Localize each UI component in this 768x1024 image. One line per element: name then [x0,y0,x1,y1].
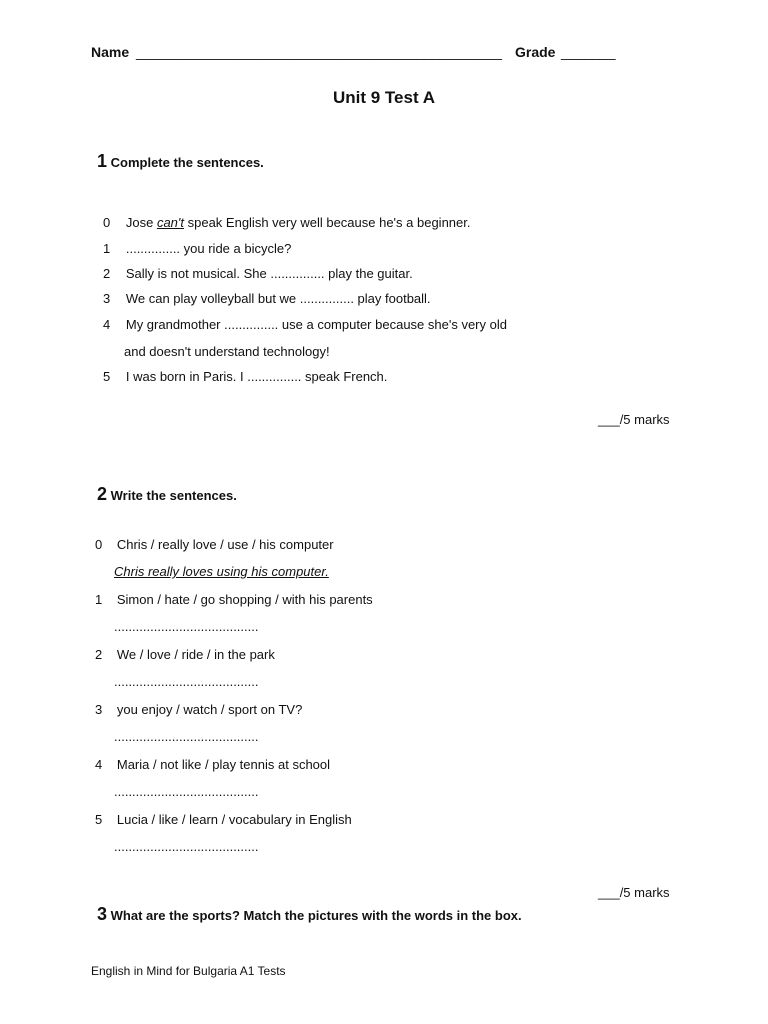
answer-line[interactable]: ........................................ [114,729,259,744]
list-item [95,537,334,552]
name-label: Name [91,44,130,60]
item-prompt: We / love / ride / in the park [116,647,275,662]
example-answer: can't [156,215,184,230]
section-2-heading [97,484,237,505]
item-text: ............... you ride a bicycle? [125,241,292,256]
answer-line[interactable]: ........................................ [114,839,259,854]
page-footer: English in Mind for Bulgaria A1 Tests [91,964,286,978]
section-number: 2 [97,484,108,504]
section-1-heading [97,151,264,172]
item-number: 2 [103,266,111,281]
item-number: 1 [95,592,103,607]
grade-field[interactable]: _______ [561,44,616,60]
item-number: 0 [103,215,111,230]
section-3-heading [97,904,522,925]
grade-label: Grade [515,44,556,60]
list-item [103,215,471,230]
page-title: Unit 9 Test A [332,88,435,107]
item-prompt: Simon / hate / go shopping / with his parents [116,592,373,607]
list-item [103,317,507,332]
example-answer: Chris really loves using his computer. [114,564,329,579]
section-1-marks[interactable]: ___/5 marks [598,412,670,427]
answer-line[interactable]: ........................................ [114,674,259,689]
item-text: Sally is not musical. She ............... play the guitar. [125,266,413,281]
item-number: 5 [95,812,103,827]
section-instruction: Complete the sentences. [110,155,264,170]
answer-line[interactable]: ........................................ [114,619,259,634]
answer-line[interactable]: ........................................ [114,784,259,799]
list-item [95,757,330,772]
item-number: 1 [103,241,111,256]
section-number: 3 [97,904,108,924]
item-text: My grandmother ............... use a computer because she's very old [125,317,507,332]
section-number: 1 [97,151,108,171]
item-number: 4 [103,317,111,332]
list-item [95,812,352,827]
item-number: 0 [95,537,103,552]
list-item [95,647,275,662]
item-number: 3 [103,291,111,306]
list-item [103,291,431,306]
item-number: 5 [103,369,111,384]
item-text: We can play volleyball but we ............... play football. [125,291,431,306]
list-item [103,266,413,281]
item-text: I was born in Paris. I ............... speak French. [125,369,388,384]
list-item [95,592,373,607]
item-prompt: Maria / not like / play tennis at school [116,757,331,772]
list-item [103,241,291,256]
item-number: 2 [95,647,103,662]
item-text-continued: and doesn't understand technology! [124,344,330,359]
list-item [95,702,302,717]
section-instruction: Write the sentences. [110,488,237,503]
name-field[interactable]: _______________________________________________ [136,44,502,60]
section-instruction: What are the sports? Match the pictures with the words in the box. [110,908,522,923]
item-prompt: Chris / really love / use / his computer [116,537,334,552]
section-2-marks[interactable]: ___/5 marks [598,885,670,900]
item-prompt: you enjoy / watch / sport on TV? [116,702,303,717]
list-item [103,369,387,384]
item-number: 3 [95,702,103,717]
item-number: 4 [95,757,103,772]
item-text: Jose can't speak English very well because he's a beginner. [125,215,471,230]
item-prompt: Lucia / like / learn / vocabulary in English [116,812,352,827]
